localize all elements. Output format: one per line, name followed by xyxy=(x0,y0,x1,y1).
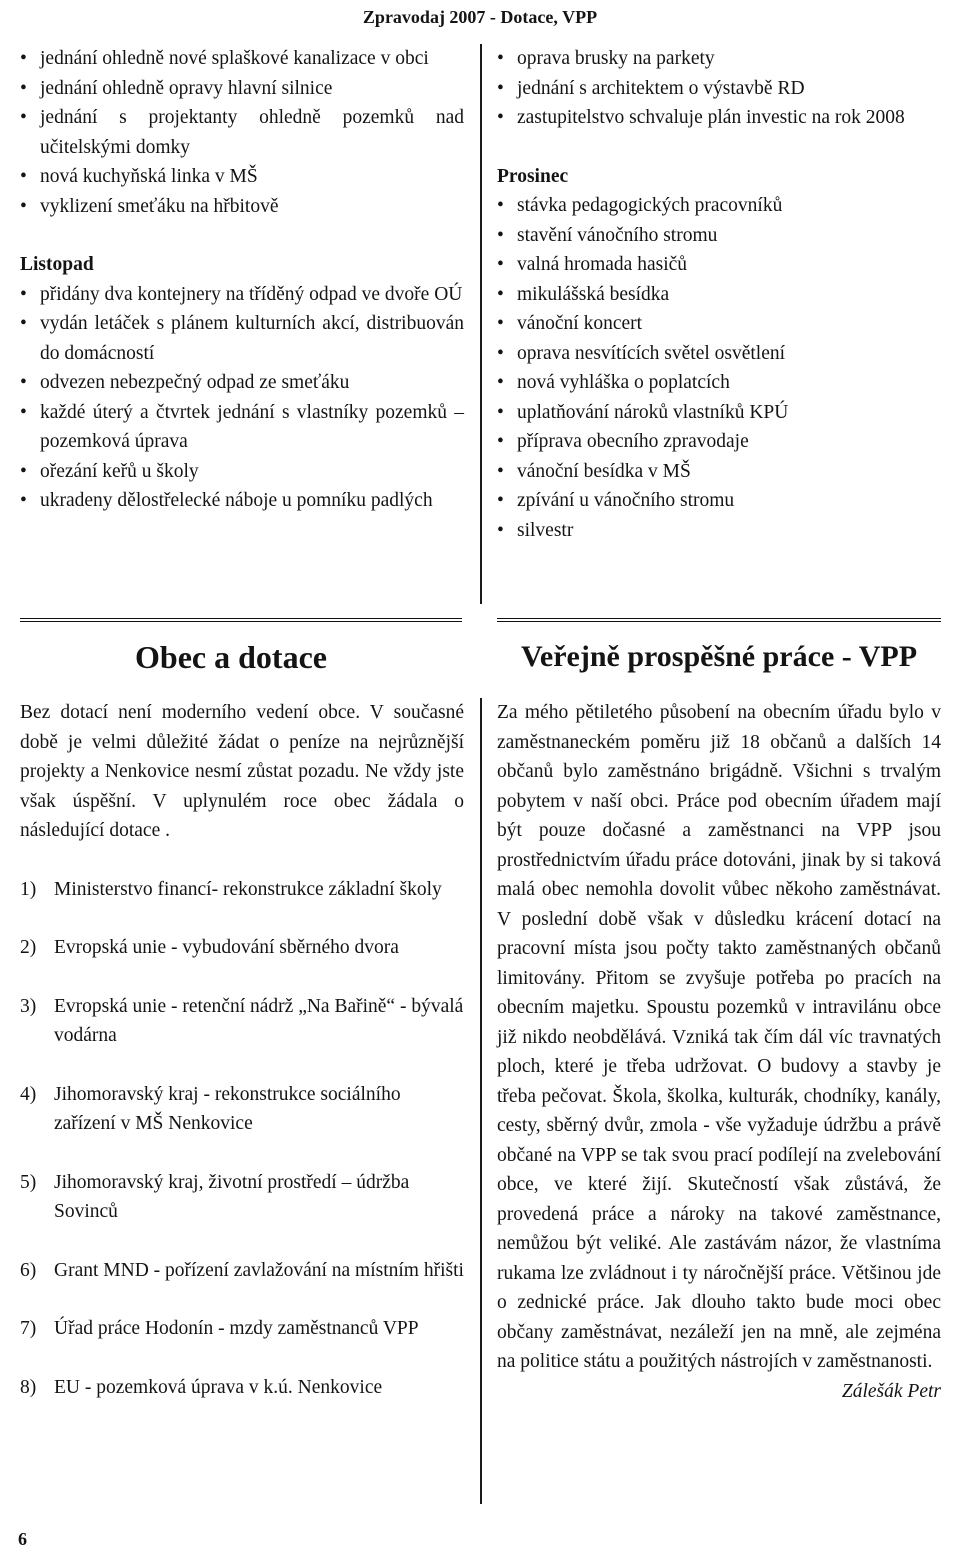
vpp-article-text: Za mého pětiletého působení na obecním úřadu bylo v zaměstnaneckém poměru již 18 občanů a dalších 14 občanů bylo zaměstnáno brigádně. Všichni s trvalým pobytem v naší obci. Práce pod obecním úřadem mají být pouze dočasné a zaměstnanci na VPP jsou prostřednictvím úřadu práce dotováni, jinak by si taková malá obec nemohla dovolit vůbec někoho zaměstnávat. V poslední době však v důsledku krácení dotací na pracovní místa jsou počty takto zaměstnaných občanů limitovány. Přitom se zvyšuje potřeba po pracích na obecním majetku. Spoustu pozemků v intravilánu obce již nikdo neobdělává. Vzniká tak čím dál víc travnatých ploch, které je třeba udržovat. O budovy a stavby je třeba pečovat. Škola, školka, kulturák, chodníky, kanály, cesty, sběrný dvůr, zmola - vše vyžaduje údržbu a právě občané na VPP se tak svou prací podílejí na zvelebování obce, ve které žijí. Skutečností však zůstává, že provedená práce a nároky na takové zaměstnance, nemůžou být veliké. Ale zastávám názor, že vlastníma rukama lze zvládnout i ty náročnější práce. Většinou jde o zednické práce. Jak dlouho takto bude moci obec občany zaměstnávat, nezáleží jen na mně, ale zejména na politice státu a použitých nástrojích v zaměstnanosti. xyxy=(497,702,941,1372)
list-item xyxy=(20,875,464,905)
item-number: 1) xyxy=(20,878,37,900)
list-item: • přidány dva kontejnery na tříděný odpad ve dvoře OÚ xyxy=(20,280,464,310)
list-item: • stavění vánočního stromu xyxy=(497,221,941,251)
list-item: • valná hromada hasičů xyxy=(497,250,941,280)
list-item: • zpívání u vánočního stromu xyxy=(497,486,941,516)
list-item xyxy=(20,1168,464,1227)
list-item: • oprava brusky na parkety xyxy=(497,44,941,74)
list-item: • jednání ohledně nové splaškové kanalizace v obci xyxy=(20,44,464,74)
item-text: Úřad práce Hodonín - mzdy zaměstnanců VPP xyxy=(54,1318,419,1339)
list-item: • jednání ohledně opravy hlavní silnice xyxy=(20,74,464,104)
dotace-list xyxy=(20,875,464,1403)
list-item: • nová vyhláška o poplatcích xyxy=(497,368,941,398)
right-top-column xyxy=(497,44,941,545)
list-item: • jednání s architektem o výstavbě RD xyxy=(497,74,941,104)
item-number: 2) xyxy=(20,937,37,958)
list-item: • každé úterý a čtvrtek jednání s vlastníky pozemků – pozemková úprava xyxy=(20,398,464,457)
item-text: Grant MND - pořízení zavlažování na místním hřišti xyxy=(54,1259,464,1281)
prosinec-list xyxy=(497,191,941,545)
item-number: 8) xyxy=(20,1376,37,1398)
month-heading-prosinec: Prosinec xyxy=(497,165,569,187)
item-number: 3) xyxy=(20,995,37,1017)
item-text: Evropská unie - vybudování sběrného dvora xyxy=(54,937,399,958)
list-item: • ukradeny dělostřelecké náboje u pomníku padlých xyxy=(20,486,464,516)
column-divider-top xyxy=(480,44,482,604)
running-header: Zpravodaj 2007 - Dotace, VPP xyxy=(362,7,598,27)
item-number: 5) xyxy=(20,1171,37,1193)
section-title-dotace: Obec a dotace xyxy=(135,639,327,675)
vpp-column xyxy=(497,698,941,1406)
list-item: • vydán letáček s plánem kulturních akcí, distribuován do domácností xyxy=(20,309,464,368)
listopad-list xyxy=(20,280,464,516)
list-item xyxy=(20,933,464,963)
list-item: • mikulášská besídka xyxy=(497,280,941,310)
section-rule-right xyxy=(497,618,941,622)
page-number: 6 xyxy=(18,1529,27,1549)
list-item: • oprava nesvítících světel osvětlení xyxy=(497,339,941,369)
list-item: • jednání s projektanty ohledně pozemků nad učitelskými domky xyxy=(20,103,464,162)
left-top-column xyxy=(20,44,464,516)
list-item: • uplatňování nároků vlastníků KPÚ xyxy=(497,398,941,428)
column-divider-bottom xyxy=(480,698,482,1504)
list-item xyxy=(20,1373,464,1403)
list-item xyxy=(20,1080,464,1139)
item-text: Jihomoravský kraj, životní prostředí – údržba Sovinců xyxy=(54,1171,410,1222)
list-item: • nová kuchyňská linka v MŠ xyxy=(20,162,464,192)
list-item: • příprava obecního zpravodaje xyxy=(497,427,941,457)
list-item: • zastupitelstvo schvaluje plán investic na rok 2008 xyxy=(497,103,941,133)
list-item xyxy=(20,1256,464,1286)
month-heading-listopad: Listopad xyxy=(20,254,94,275)
article-author: Zálešák Petr xyxy=(841,1380,941,1402)
list-item: • odvezen nebezpečný odpad ze smeťáku xyxy=(20,368,464,398)
dotace-intro: Bez dotací není moderního vedení obce. V současné době je velmi důležité žádat o peníze na nejrůznější projekty a Nenkovice nesmí zůstat pozadu. Ne vždy jste však úspěšní. V uplynulém roce obec žádala o následující dotace . xyxy=(20,702,464,841)
item-text: Evropská unie - retenční nádrž „Na Bařině“ - bývalá vodárna xyxy=(54,995,464,1046)
item-text: Ministerstvo financí- rekonstrukce základní školy xyxy=(54,878,442,900)
section-title-vpp: Veřejně prospěšné práce - VPP xyxy=(520,640,918,673)
list-item: • vánoční koncert xyxy=(497,309,941,339)
left-top-list xyxy=(20,44,464,221)
list-item: • ořezání keřů u školy xyxy=(20,457,464,487)
right-top-list xyxy=(497,44,941,133)
item-number: 4) xyxy=(20,1083,37,1105)
list-item: • vánoční besídka v MŠ xyxy=(497,457,941,487)
list-item: • vyklizení smeťáku na hřbitově xyxy=(20,192,464,222)
item-number: 7) xyxy=(20,1318,37,1339)
list-item: • silvestr xyxy=(497,516,941,546)
list-item: • stávka pedagogických pracovníků xyxy=(497,191,941,221)
list-item xyxy=(20,1314,464,1344)
item-text: Jihomoravský kraj - rekonstrukce sociálního zařízení v MŠ Nenkovice xyxy=(54,1083,401,1134)
item-text: EU - pozemková úprava v k.ú. Nenkovice xyxy=(54,1376,383,1398)
section-rule-left xyxy=(20,618,462,622)
item-number: 6) xyxy=(20,1259,37,1281)
dotace-column xyxy=(20,698,464,1402)
list-item xyxy=(20,992,464,1051)
